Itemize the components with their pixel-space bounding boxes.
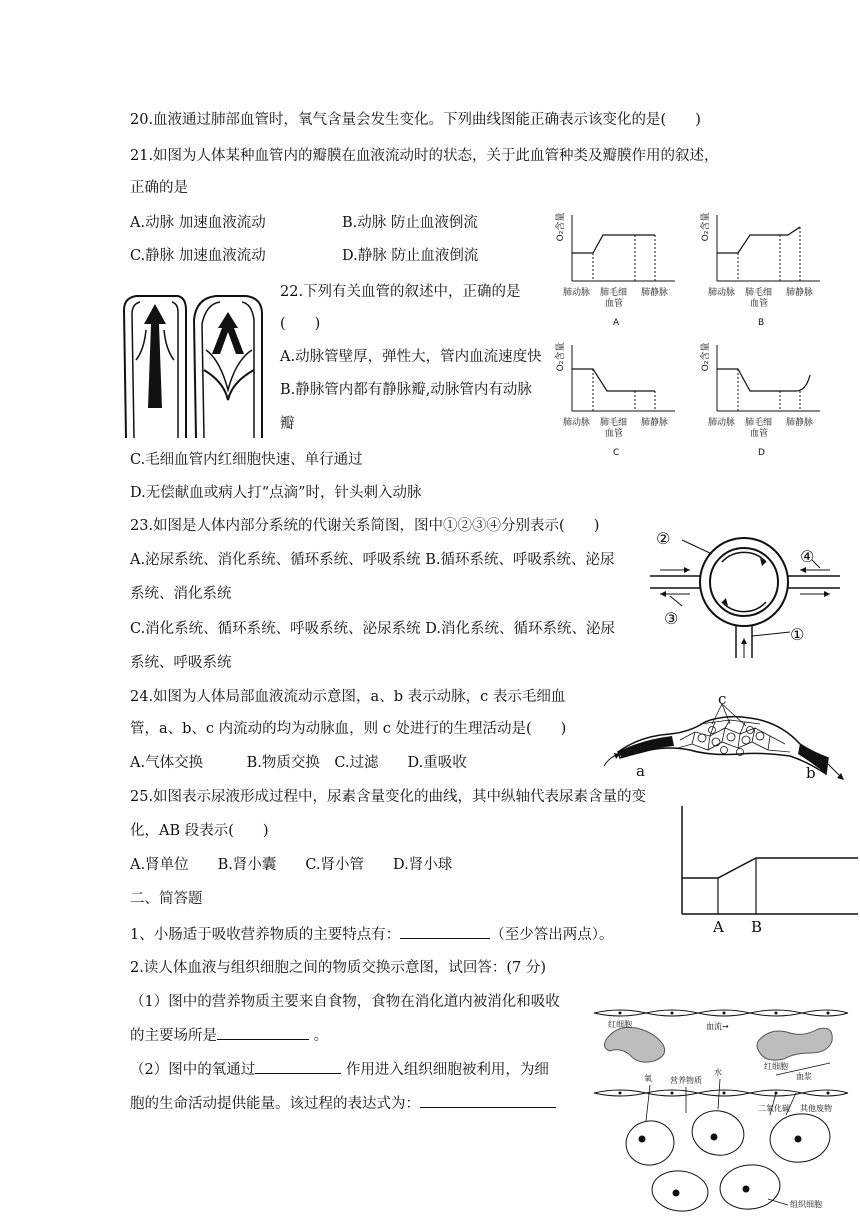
q21-option-a: A.动脉 加速血液流动: [130, 215, 266, 231]
q25-line2: 化，AB 段表示( ): [130, 823, 269, 839]
q23-line3: 系统、消化系统: [130, 586, 232, 602]
label-water: 水: [714, 1068, 722, 1077]
q21-option-d: D.静脉 防止血液倒流: [342, 248, 479, 264]
q23-line4: C.消化系统、循环系统、呼吸系统、泌尿系统 D.消化系统、循环系统、泌尿: [130, 621, 616, 637]
x-label-2a: 肺毛细: [600, 418, 628, 428]
o2-curves-figure: [555, 205, 830, 460]
s1-answer-blank[interactable]: [400, 924, 490, 939]
section-title: 二、简答题: [130, 891, 203, 907]
s2-p2-answer-blank[interactable]: [255, 1059, 341, 1074]
exchange-figure: [590, 1003, 852, 1213]
q22-option-d: D.无偿献血或病人打“点滴”时，针头刺入动脉: [130, 485, 422, 501]
label-B: B: [751, 918, 763, 936]
q22-line2: ( ): [280, 316, 321, 332]
q24-line1: 24.如图为人体局部血液流动示意图，a、b 表示动脉，c 表示毛细血: [130, 689, 566, 705]
q22-line1: 22.下列有关血管的叙述中，正确的是: [280, 284, 521, 300]
q24-options: A.气体交换 B.物质交换 C.过滤 D.重吸收: [130, 755, 467, 771]
valve-open-tube: [124, 296, 186, 438]
label-co2: 二氧化碳: [758, 1104, 790, 1113]
s2-p2-line: [130, 1059, 549, 1080]
s2-p1c: 。: [309, 1028, 329, 1044]
s2-p1-answer-blank[interactable]: [217, 1025, 309, 1040]
capillary-figure: [600, 692, 850, 782]
label-c: c: [718, 692, 727, 708]
urea-curve-figure: [670, 802, 860, 937]
s2-p2c-line: [130, 1093, 556, 1114]
q24-line2: 管，a、b、c 内流动的均为动脉血，则 c 处进行的生理活动是( ): [130, 721, 567, 737]
y-label: O₂含量: [701, 342, 711, 372]
q22-option-b1: B.静脉管内都有静脉瓣,动脉管内有动脉: [280, 382, 532, 398]
s2-p1-line: [130, 1025, 328, 1046]
x-label-1: 肺动脉: [708, 418, 736, 428]
label-nutrient: 营养物质: [670, 1076, 702, 1085]
s1-line: [130, 924, 613, 945]
q21-option-b: B.动脉 防止血液倒流: [342, 215, 478, 231]
x-label-2b: 血管: [750, 429, 769, 439]
x-label-1: 肺动脉: [563, 288, 591, 298]
s2-p1a: （1）图中的营养物质主要来自食物，食物在消化道内被消化和吸收: [130, 994, 560, 1010]
s2-p2b: 作用进入组织细胞被利用，为细: [341, 1062, 549, 1078]
q21-option-c: C.静脉 加速血液流动: [130, 248, 266, 264]
s2-p2c: 胞的生命活动提供能量。该过程的表达式为：: [130, 1096, 420, 1112]
label-1: ①: [790, 625, 805, 644]
s1-post: （至少答出两点）。: [490, 927, 614, 943]
label-plasma: 血浆: [796, 1072, 812, 1081]
x-label-2b: 血管: [750, 299, 769, 309]
s1-pre: 1、小肠适于吸收营养物质的主要特点有：: [130, 927, 401, 943]
label-waste: 其他废物: [800, 1104, 832, 1113]
red-blood-cell-2: [757, 1028, 832, 1060]
x-label-1: 肺动脉: [563, 418, 591, 428]
flow-arrow-icon: [722, 552, 766, 562]
x-label-2b: 血管: [605, 299, 624, 309]
y-label: O₂含量: [556, 342, 566, 372]
x-label-2b: 血管: [605, 429, 624, 439]
panel-label-a: A: [613, 318, 620, 328]
x-label-2a: 肺毛细: [745, 418, 773, 428]
curve-panel-a: [555, 213, 675, 328]
y-label: O₂含量: [556, 212, 566, 242]
label-2: ②: [656, 529, 671, 548]
q21-line1: 21.如图为人体某种血管内的瓣膜在血液流动时的状态，关于此血管种类及瓣膜作用的叙述，: [130, 148, 719, 164]
q23-line2: A.泌尿系统、消化系统、循环系统、呼吸系统 B.循环系统、呼吸系统、泌尿: [130, 552, 615, 568]
systems-figure: [650, 522, 845, 662]
q22-option-c: C.毛细血管内红细胞快速、单行通过: [130, 452, 363, 468]
s2-p2c-answer-blank[interactable]: [420, 1093, 556, 1108]
q22-option-a: A.动脉管壁厚，弹性大，管内血流速度快: [280, 349, 542, 365]
curve-panel-b: [699, 213, 820, 328]
s2-p2a: （2）图中的氧通过: [130, 1062, 256, 1078]
x-label-3: 肺静脉: [786, 288, 814, 298]
x-label-3: 肺静脉: [641, 288, 669, 298]
x-label-3: 肺静脉: [641, 418, 669, 428]
label-flow: 血流→: [706, 1022, 729, 1031]
q25-options: A.肾单位 B.肾小囊 C.肾小管 D.肾小球: [130, 857, 453, 873]
label-A: A: [713, 918, 724, 936]
label-tissue-cell: 组织细胞: [790, 1200, 822, 1209]
q25-line1: 25.如图表示尿液形成过程中，尿素含量变化的曲线，其中纵轴代表尿素含量的变: [130, 789, 647, 805]
panel-label-d: D: [758, 448, 765, 458]
panel-label-b: B: [758, 318, 765, 328]
panel-label-c: C: [613, 448, 620, 458]
label-3: ③: [664, 609, 679, 628]
s2-title: 2.读人体血液与组织细胞之间的物质交换示意图，试回答：(7 分): [130, 960, 546, 976]
curve-panel-c: [555, 343, 675, 458]
valve-closed-tube: [194, 296, 262, 438]
label-o2: 氧: [644, 1074, 652, 1083]
q20-text: 20.血液通过肺部血管时，氧气含量会发生变化。下列曲线图能正确表示该变化的是( ): [130, 112, 701, 128]
red-blood-cell-1: [604, 1027, 664, 1062]
x-label-2a: 肺毛细: [745, 288, 773, 298]
label-b: b: [806, 764, 816, 782]
q21-line2: 正确的是: [130, 180, 188, 196]
valve-figure: [116, 290, 268, 440]
q23-line5: 系统、呼吸系统: [130, 655, 232, 671]
s2-p1b: 的主要场所是: [130, 1028, 217, 1044]
q22-option-b2: 瓣: [280, 416, 295, 432]
label-rbc-2: 红细胞: [764, 1062, 788, 1071]
x-label-2a: 肺毛细: [600, 288, 628, 298]
y-label: O₂含量: [701, 212, 711, 242]
label-rbc-1: 红细胞: [608, 1020, 632, 1029]
label-4: ④: [800, 547, 815, 566]
label-a: a: [636, 762, 645, 780]
q23-line1: 23.如图是人体内部分系统的代谢关系简图，图中①②③④分别表示( ): [130, 518, 600, 534]
x-label-1: 肺动脉: [708, 288, 736, 298]
x-label-3: 肺静脉: [786, 418, 814, 428]
curve-panel-d: [699, 343, 820, 458]
